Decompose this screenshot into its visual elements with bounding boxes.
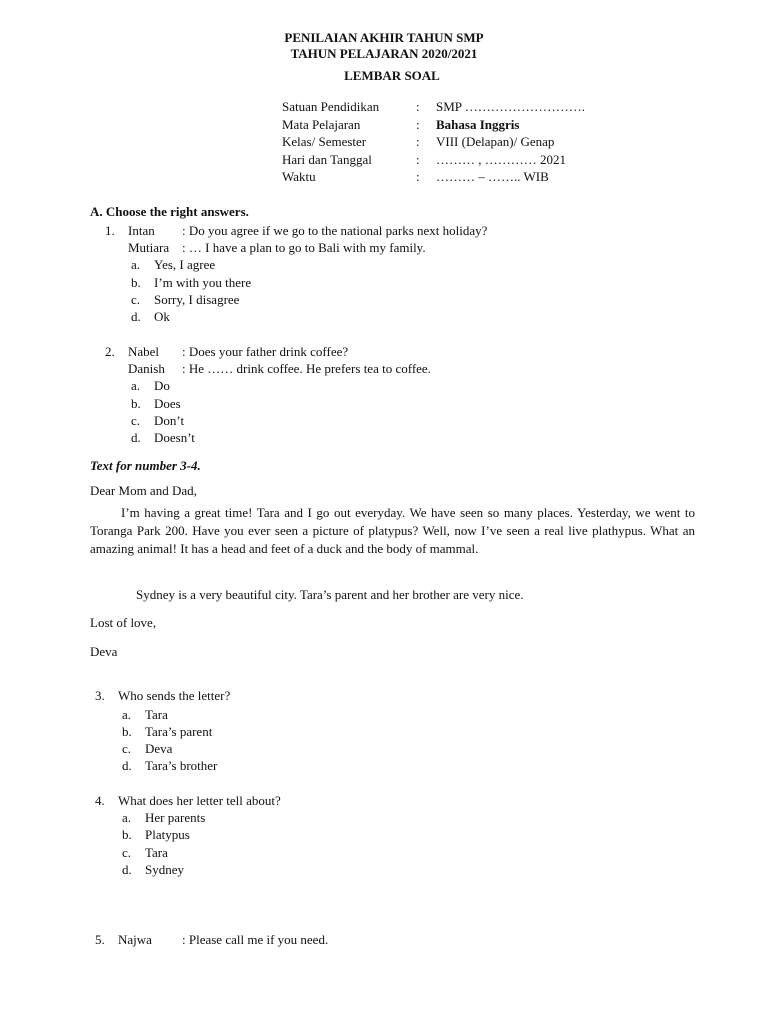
- info-value: VIII (Delapan)/ Genap: [436, 134, 555, 149]
- option-text: Tara’s brother: [145, 758, 218, 773]
- letter-paragraph-1: [90, 504, 695, 558]
- info-separator: :: [416, 169, 420, 184]
- question-number: 1.: [105, 223, 115, 238]
- info-separator: :: [416, 134, 420, 149]
- dialogue-line: : … I have a plan to go to Bali with my family.: [182, 240, 426, 255]
- section-heading: A. Choose the right answers.: [90, 204, 249, 219]
- question-number: 2.: [105, 344, 115, 359]
- info-separator: :: [416, 152, 420, 167]
- option-letter: c.: [131, 413, 141, 428]
- option-text: Ok: [154, 309, 170, 324]
- option-text: Does: [154, 396, 181, 411]
- option-letter: c.: [122, 741, 132, 756]
- option-text: Don’t: [154, 413, 185, 428]
- letter-greeting: Dear Mom and Dad,: [90, 483, 197, 498]
- option-letter: b.: [131, 396, 141, 411]
- option-text: Sydney: [145, 862, 184, 877]
- option-text: I’m with you there: [154, 275, 252, 290]
- dialogue-line: : Please call me if you need.: [182, 932, 329, 947]
- dialogue-line: : He …… drink coffee. He prefers tea to coffee.: [182, 361, 431, 376]
- page-title-line1: PENILAIAN AKHIR TAHUN SMP: [284, 30, 484, 45]
- info-value: ……… – …….. WIB: [436, 169, 549, 184]
- option-letter: c.: [122, 845, 132, 860]
- letter-paragraph-2: Sydney is a very beautiful city. Tara’s parent and her brother are very nice.: [136, 587, 524, 602]
- option-letter: b.: [122, 724, 132, 739]
- info-label: Mata Pelajaran: [282, 117, 361, 132]
- option-letter: a.: [131, 257, 141, 272]
- info-label: Satuan Pendidikan: [282, 99, 380, 114]
- option-text: Platypus: [145, 827, 190, 842]
- question-number: 3.: [95, 688, 105, 703]
- option-text: Deva: [145, 741, 173, 756]
- speaker-name: Najwa: [118, 932, 152, 947]
- letter-closing: Lost of love,: [90, 615, 157, 630]
- option-letter: d.: [122, 862, 132, 877]
- speaker-name: Intan: [128, 223, 155, 238]
- option-letter: a.: [122, 707, 132, 722]
- option-letter: d.: [131, 430, 141, 445]
- option-letter: a.: [131, 378, 141, 393]
- question-number: 4.: [95, 793, 105, 808]
- question-number: 5.: [95, 932, 105, 947]
- option-letter: b.: [131, 275, 141, 290]
- speaker-name: Danish: [128, 361, 165, 376]
- info-value: ……… , ………… 2021: [436, 152, 566, 167]
- option-text: Sorry, I disagree: [154, 292, 240, 307]
- speaker-name: Mutiara: [128, 240, 170, 255]
- info-label: Kelas/ Semester: [282, 134, 367, 149]
- option-letter: d.: [122, 758, 132, 773]
- letter-paragraph-1-text: I’m having a great time! Tara and I go out everyday. We have seen so many places. Yesterday, we went to Toranga Park 200. Have you ever seen a picture of platypus? Well, now I’ve seen a real live plathypus. What an amazing animal! It has a head and feet of a duck and the body of mammal.: [90, 505, 695, 556]
- option-letter: c.: [131, 292, 141, 307]
- text-heading: Text for number 3-4.: [90, 458, 201, 473]
- option-letter: b.: [122, 827, 132, 842]
- info-separator: :: [416, 117, 420, 132]
- info-separator: :: [416, 99, 420, 114]
- question-text: Who sends the letter?: [118, 688, 231, 703]
- question-text: What does her letter tell about?: [118, 793, 281, 808]
- info-label: Hari dan Tanggal: [282, 152, 372, 167]
- info-value: SMP ……………………….: [436, 99, 586, 114]
- letter-signature: Deva: [90, 644, 118, 659]
- speaker-name: Nabel: [128, 344, 160, 359]
- option-text: Tara: [145, 845, 168, 860]
- option-text: Tara: [145, 707, 168, 722]
- option-letter: d.: [131, 309, 141, 324]
- page-subtitle: LEMBAR SOAL: [344, 68, 440, 83]
- option-text: Tara’s parent: [145, 724, 213, 739]
- info-label: Waktu: [282, 169, 316, 184]
- option-text: Her parents: [145, 810, 206, 825]
- page-title-line2: TAHUN PELAJARAN 2020/2021: [290, 46, 478, 61]
- option-letter: a.: [122, 810, 132, 825]
- info-value: Bahasa Inggris: [436, 117, 520, 132]
- option-text: Doesn’t: [154, 430, 195, 445]
- option-text: Do: [154, 378, 170, 393]
- option-text: Yes, I agree: [154, 257, 216, 272]
- dialogue-line: : Do you agree if we go to the national parks next holiday?: [182, 223, 488, 238]
- dialogue-line: : Does your father drink coffee?: [182, 344, 349, 359]
